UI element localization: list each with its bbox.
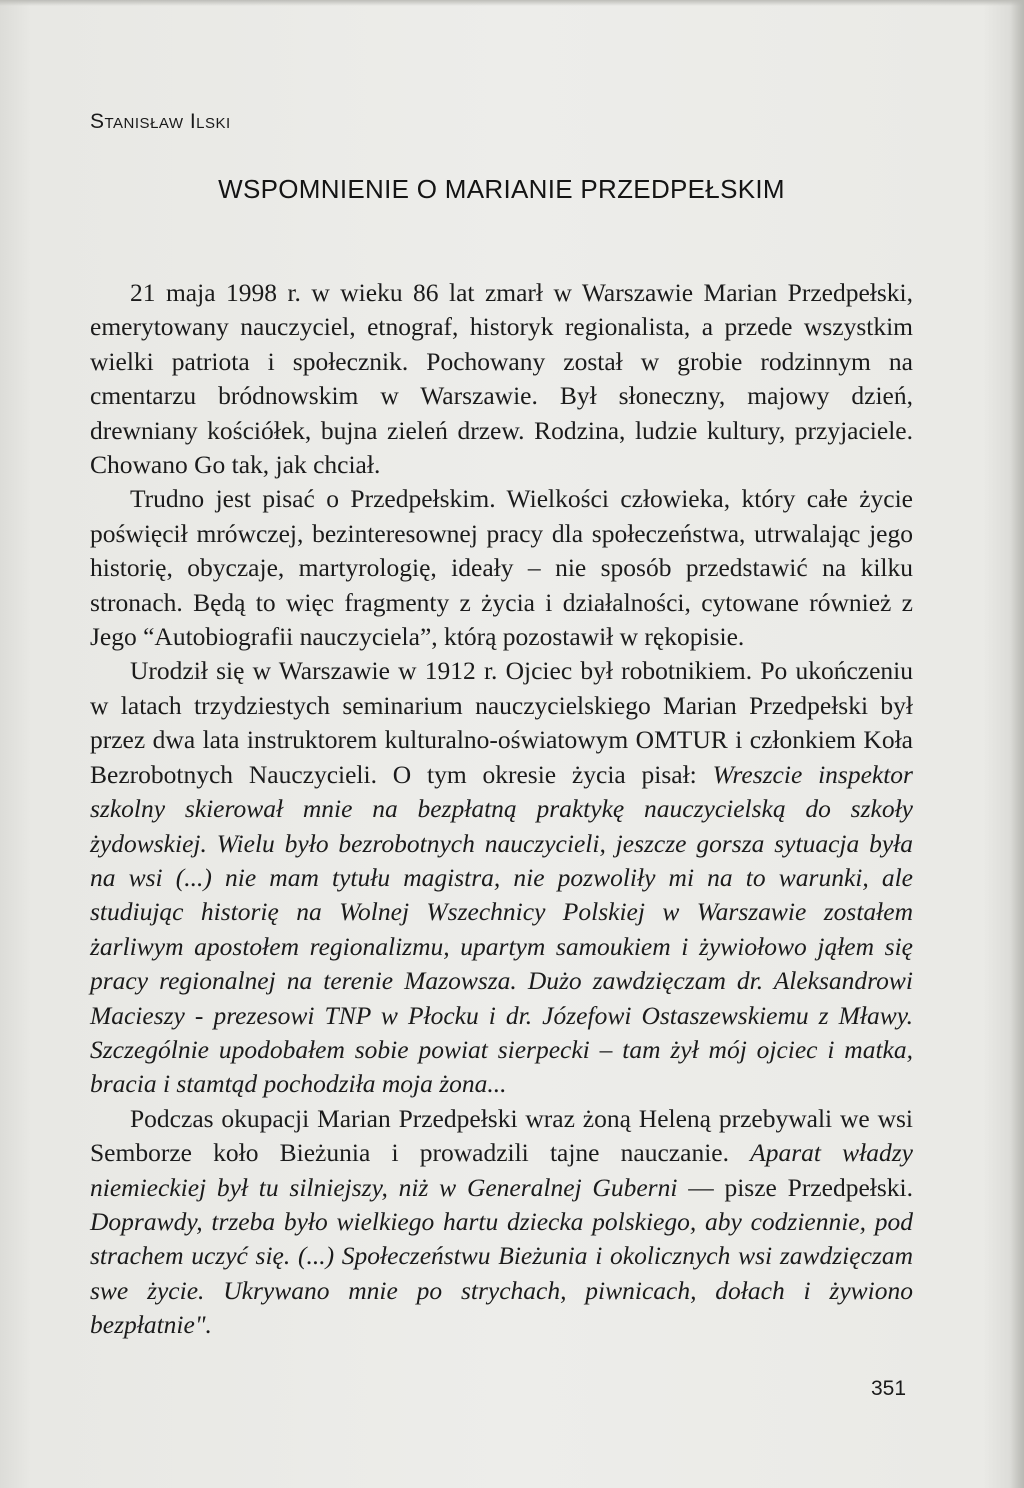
paragraph-text: Trudno jest pisać o Przedpełskim. Wielkości człowieka, który całe życie poświęcił mrówczej, bezinteresownej pracy dla społeczeństwa, utrwalając jego historię, obyczaje, martyrologię, ideały – nie sposób przedstawić na kilku stronach. Będą to więc fragmenty z życia i działalności, cytowane również z Jego “Autobiografii nauczyciela”, którą pozostawił w rękopisie. (90, 484, 913, 652)
paragraph (90, 276, 913, 482)
paragraph-text: — pisze Przedpełski. (677, 1172, 913, 1202)
quotation-text: Aparat władzy niemieckiej był tu silniejszy, niż w Generalnej Guberni (90, 1138, 914, 1202)
paragraph (90, 654, 913, 1101)
author-name: Stanisław Ilski (90, 110, 231, 133)
paragraph (90, 482, 913, 654)
quotation-text: Wreszcie inspektor szkolny skierował mnie na bezpłatną praktykę nauczycielską do szkoły żydowskiej. Wielu było bezrobotnych nauczycieli, jeszcze gorsza sytuacja była na wsi (...) nie mam tytułu magistra, nie pozwoliły mi na to warunki, ale studiując historię na Wolnej Wszechnicy Polskiej w Warszawie zostałem żarliwym apostołem regionalizmu, upartym samoukiem i żywiołowo jąłem się pracy regionalnej na terenie Mazowsza. Dużo zawdzięczam dr. Aleksandrowi Macieszy - prezesowi TNP w Płocku i dr. Józefowi Ostaszewskiemu z Mławy. Szczególnie upodobałem sobie powiat sierpecki – tam żył mój ojciec i matka, bracia i stamtąd pochodziła moja żona... (90, 759, 913, 1099)
article-body (90, 276, 913, 1343)
article-title: WSPOMNIENIE O MARIANIE PRZEDPEŁSKIM (218, 174, 785, 204)
paragraph-text: Podczas okupacji Marian Przedpełski wraz żoną Heleną przebywali we wsi Semborze koło Bieżunia i prowadzili tajne nauczanie. (90, 1103, 913, 1168)
paragraph (90, 1102, 913, 1343)
paragraph-text: 21 maja 1998 r. w wieku 86 lat zmarł w Warszawie Marian Przedpełski, emerytowany nauczyciel, etnograf, historyk regionalista, a przede wszystkim wielki patriota i społecznik. Pochowany został w grobie rodzinnym na cmentarzu bródnowskim w Warszawie. Był słoneczny, majowy dzień, drewniany kościółek, bujna zieleń drzew. Rodzina, ludzie kultury, przyjaciele. Chowano Go tak, jak chciał. (90, 278, 913, 480)
scan-shadow-right (1010, 0, 1024, 1488)
paragraph-text: Urodził się w Warszawie w 1912 r. Ojciec był robotnikiem. Po ukończeniu w latach trzydziestych seminarium nauczycielskiego Marian Przedpełski był przez dwa lata instruktorem kulturalno-oświatowym OMTUR i członkiem Koła Bezrobotnych Nauczycieli. O tym okresie życia pisał: (90, 656, 913, 789)
scan-shadow-top (0, 0, 1024, 6)
quotation-text: Doprawdy, trzeba było wielkiego hartu dziecka polskiego, aby codziennie, pod strachem uczyć się. (...) Społeczeństwu Bieżunia i okolicznych wsi zawdzięczam swe życie. Ukrywano mnie po strychach, piwnicach, dołach i żywiono bezpłatnie". (90, 1206, 913, 1340)
page-number: 351 (871, 1377, 907, 1400)
